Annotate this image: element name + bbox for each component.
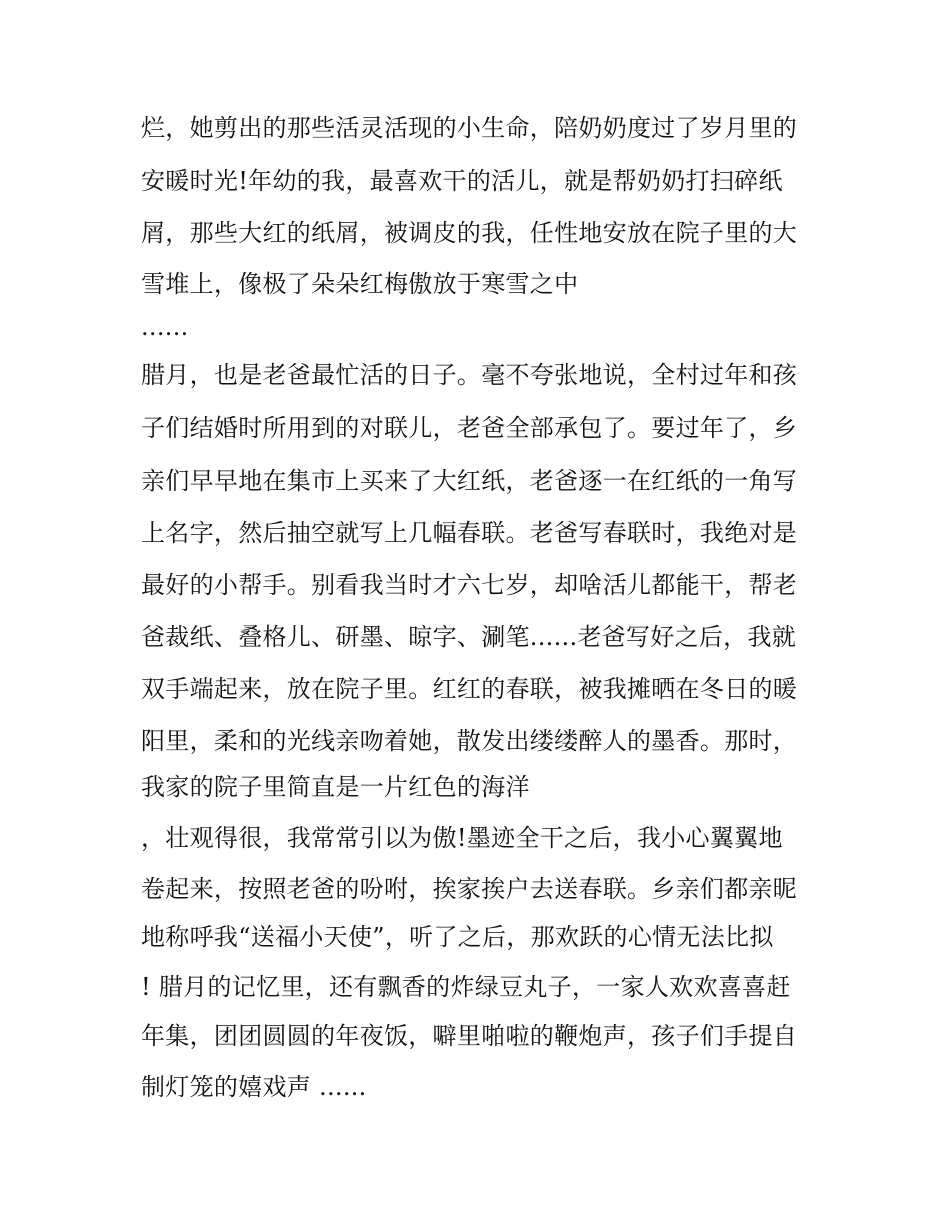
text-line-16: 地称呼我“送福小天使”，听了之后，那欢跃的心情无法比拟 xyxy=(141,923,774,951)
text-line-5: 腊月，也是老爸最忙活的日子。毫不夸张地说，全村过年和孩 xyxy=(141,361,798,389)
text-line-12: 阳里，柔和的光线亲吻着她，散发出缕缕醉人的墨香。那时， xyxy=(141,727,798,755)
text-line-2: 安暖时光!年幼的我，最喜欢干的活儿，就是帮奶奶打扫碎纸 xyxy=(141,167,783,195)
text-line-1: 烂，她剪出的那些活灵活现的小生命，陪奶奶度过了岁月里的 xyxy=(141,114,798,142)
ellipsis-line: ...... xyxy=(141,313,189,341)
text-line-19: 制灯笼的嬉戏声 ...... xyxy=(141,1073,367,1101)
text-line-14: ，壮观得很，我常常引以为傲!墨迹全干之后，我小心翼翼地 xyxy=(141,824,783,852)
text-line-8: 上名字，然后抽空就写上几幅春联。老爸写春联时，我绝对是 xyxy=(141,519,798,547)
text-line-6: 子们结婚时所用到的对联儿，老爸全部承包了。要过年了，乡 xyxy=(141,414,798,442)
text-line-10: 爸裁纸、叠格儿、研墨、晾字、涮笔......老爸写好之后，我就 xyxy=(141,623,797,651)
text-line-11: 双手端起来，放在院子里。红红的春联，被我摊晒在冬日的暖 xyxy=(141,675,798,703)
text-line-3: 屑，那些大红的纸屑，被调皮的我，任性地安放在院子里的大 xyxy=(141,219,798,247)
text-line-13: 我家的院子里简直是一片红色的海洋 xyxy=(141,773,530,801)
text-line-15: 卷起来，按照老爸的吩咐，挨家挨户去送春联。乡亲们都亲昵 xyxy=(141,875,798,903)
text-line-7: 亲们早早地在集市上买来了大红纸，老爸逐一在红纸的一角写 xyxy=(141,467,798,495)
text-line-18: 年集，团团圆圆的年夜饭，噼里啪啦的鞭炮声，孩子们手提自 xyxy=(141,1022,798,1050)
text-line-4: 雪堆上，像极了朵朵红梅傲放于寒雪之中 xyxy=(141,270,579,298)
text-line-17: ! 腊月的记忆里，还有飘香的炸绿豆丸子，一家人欢欢喜喜赶 xyxy=(141,973,791,1001)
text-line-9: 最好的小帮手。别看我当时才六七岁，却啥活儿都能干，帮老 xyxy=(141,571,798,599)
